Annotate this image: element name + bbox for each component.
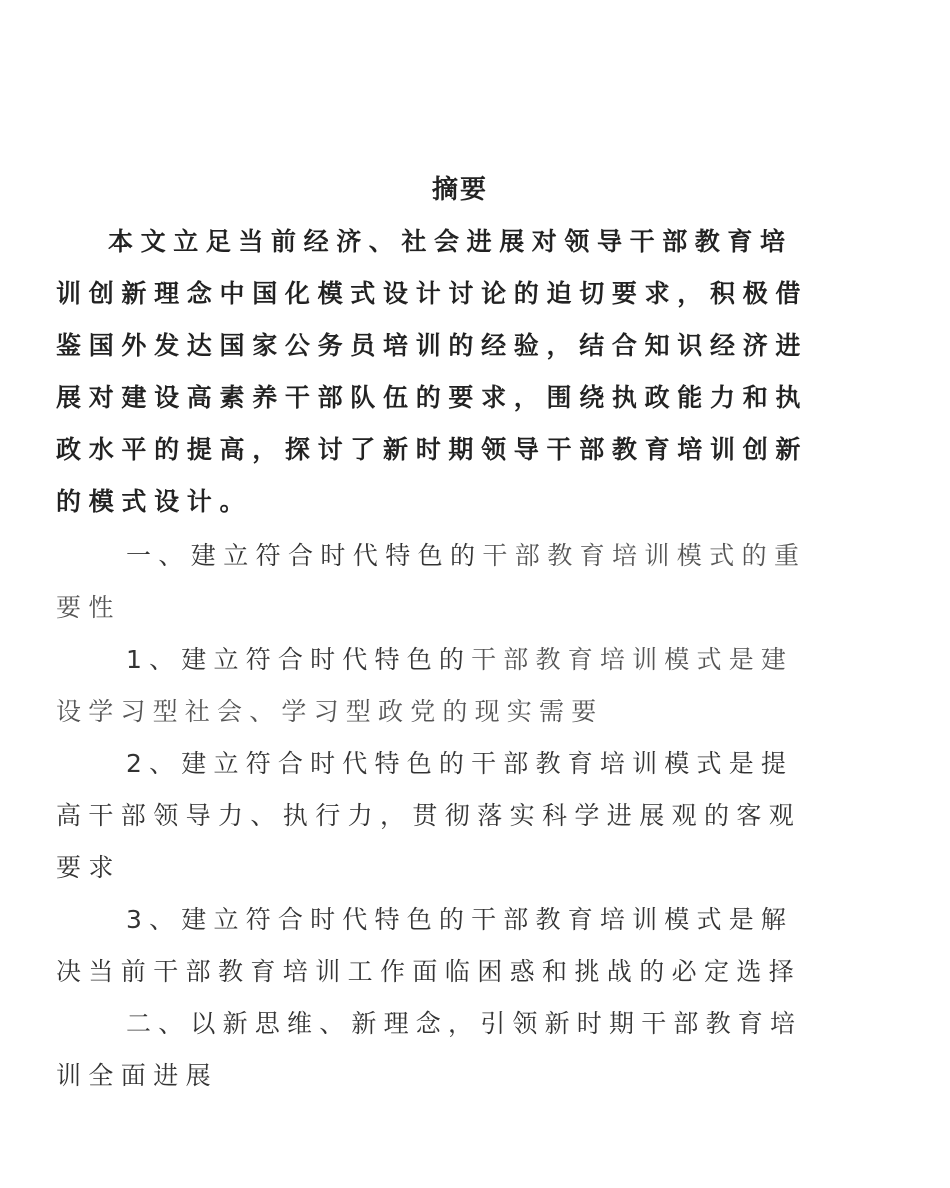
item-3-line-1: 3、建立符合时代特色的干部教育培训模式是解 bbox=[126, 905, 794, 934]
section-1-heading-line-2: 要性 bbox=[56, 593, 121, 622]
item-3-line-2: 决当前干部教育培训工作面临困惑和挑战的必定选择 bbox=[56, 957, 802, 986]
item-2-line-1: 2、建立符合时代特色的干部教育培训模式是提 bbox=[126, 749, 794, 778]
section-1-heading-part-a: 一、建立符合时代特色的 bbox=[126, 541, 483, 570]
item-1-line-1 bbox=[126, 634, 793, 686]
abstract-line-5: 政水平的提高，探讨了新时期领导干部教育培训创新 bbox=[56, 435, 809, 464]
item-2-line-2: 高干部领导力、执行力，贯彻落实科学进展观的客观 bbox=[56, 801, 802, 830]
section-1-heading-part-b: 干部教育培训模式的重 bbox=[482, 541, 807, 570]
item-1-line-2: 设学习型社会、学习型政党的现实需要 bbox=[56, 697, 604, 726]
item-1-part-a: 1、建立符合时代特色的 bbox=[126, 645, 472, 674]
item-2-line-3: 要求 bbox=[56, 853, 121, 882]
abstract-line-3: 鉴国外发达国家公务员培训的经验，结合知识经济进 bbox=[56, 331, 809, 360]
abstract-line-4: 展对建设高素养干部队伍的要求，围绕执政能力和执 bbox=[56, 383, 809, 412]
item-1-part-b: 干部教育培训模式是建 bbox=[471, 645, 794, 674]
abstract-line-6: 的模式设计。 bbox=[56, 487, 253, 516]
abstract-line-2: 训创新理念中国化模式设计讨论的迫切要求，积极借 bbox=[56, 279, 809, 308]
section-2-heading-line-1: 二、以新思维、新理念，引领新时期干部教育培 bbox=[126, 1009, 803, 1038]
section-2-heading-line-2: 训全面进展 bbox=[56, 1061, 219, 1090]
section-1-heading-line-1 bbox=[126, 530, 806, 582]
abstract-line-1: 本文立足当前经济、社会进展对领导干部教育培 bbox=[108, 227, 793, 256]
document-title: 摘要 bbox=[431, 175, 488, 205]
